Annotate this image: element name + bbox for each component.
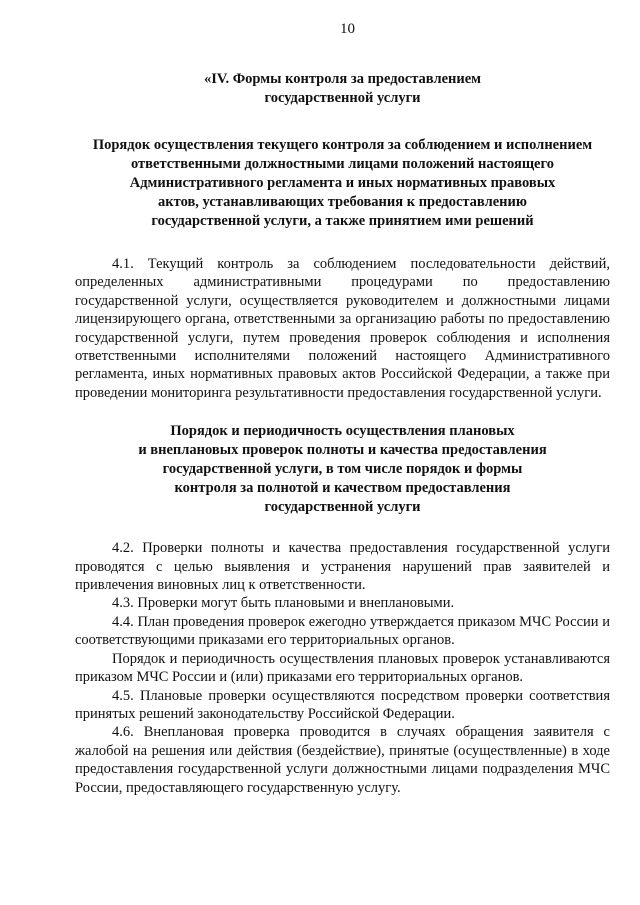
- section-title-line: государственной услуги: [264, 90, 421, 106]
- subheading-line: ответственными должностными лицами положений настоящего: [131, 156, 554, 172]
- section-title-line: «IV. Формы контроля за предоставлением: [203, 71, 482, 87]
- paragraph-4-2: 4.2. Проверки полноты и качества предоставления государственной услуги проводятся с целью выявления и устранения нарушений прав заявителей и привлечения виновных лиц к ответственности.: [75, 540, 610, 594]
- paragraph-4-4: 4.4. План проведения проверок ежегодно утверждается приказом МЧС России и соответствующими приказами его территориальных органов.: [75, 613, 610, 649]
- subheading-line: государственной услуги, в том числе порядок и формы: [162, 461, 523, 478]
- subheading-line: Порядок и периодичность осуществления плановых: [170, 423, 515, 440]
- subheading-line: Порядок осуществления текущего контроля за соблюдением и исполнением: [92, 137, 593, 153]
- paragraph-4-3: 4.3. Проверки могут быть плановыми и внеплановыми.: [112, 595, 455, 612]
- section-title: [75, 70, 610, 108]
- paragraph-4-6: 4.6. Внеплановая проверка проводится в случаях обращения заявителя с жалобой на решения или действия (бездействие), принятые (осуществленные) в ходе предоставления государственной услуги должностными лицами подразделения МЧС России, предоставляющего государственную услугу.: [75, 724, 610, 796]
- paragraph-4-5: 4.5. Плановые проверки осуществляются посредством проверки соответствия принятых решений законодательству Российской Федерации.: [75, 687, 610, 722]
- subheading-line: государственной услуги, а также принятием ими решений: [151, 213, 534, 229]
- paragraph-4-1: 4.1. Текущий контроль за соблюдением последовательности действий, определенных административными процедурами по предоставлению государственной услуги, осуществляется руководителем и должностными лицами лицензирующего органа, ответственными за организацию работы по предоставлению государственной услуги, путем проведения проверок соблюдения и исполнения ответственными исполнителями положений настоящего Административного регламента, иных нормативных правовых актов Российской Федерации, а также при проведении мониторинга результативности предоставления государственной услуги.: [75, 256, 610, 401]
- subheading-line: и внеплановых проверок полноты и качества предоставления: [138, 442, 547, 459]
- subheading-line: контроля за полнотой и качеством предоставления: [174, 480, 511, 497]
- page-number: 10: [340, 21, 355, 37]
- subheading-line: актов, устанавливающих требования к предоставлению: [158, 194, 527, 210]
- subheading-current-control: [75, 136, 610, 231]
- paragraph-inspection-order: Порядок и периодичность осуществления плановых проверок устанавливаются приказом МЧС России и (или) приказами его территориальных органов.: [75, 650, 610, 686]
- subheading-line: государственной услуги: [264, 499, 421, 516]
- subheading-inspections: [75, 422, 610, 517]
- subheading-line: Административного регламента и иных нормативных правовых: [129, 175, 556, 191]
